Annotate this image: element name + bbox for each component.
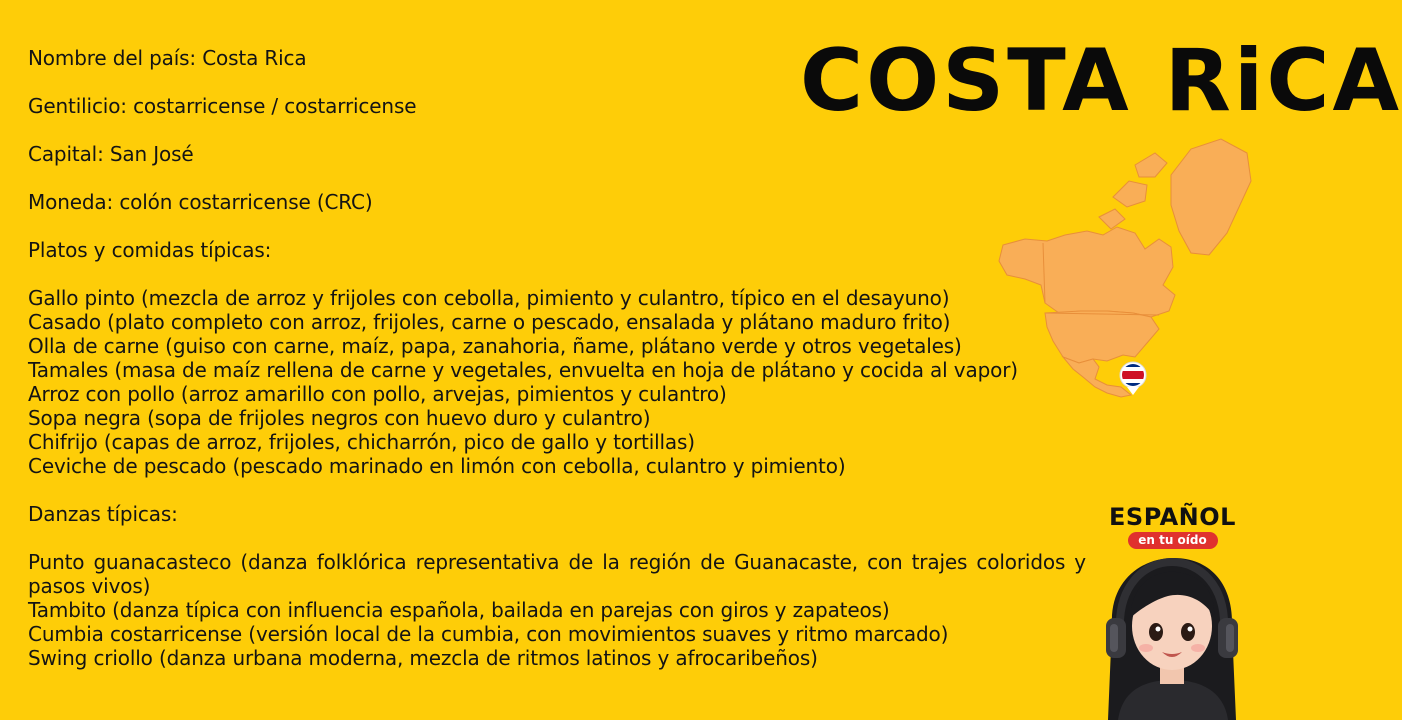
- dish-item: Gallo pinto (mezcla de arroz y frijoles con cebolla, pimiento y culantro, típico en el desayuno): [28, 286, 950, 310]
- north-america-map-icon: [995, 135, 1257, 400]
- demonym-line: Gentilicio: costarricense / costarricense: [28, 94, 417, 118]
- dance-item: Cumbia costarricense (versión local de la cumbia, con movimientos suaves y ritmo marcado): [28, 622, 949, 646]
- dishes-list: [28, 286, 1086, 478]
- dance-item: Tambito (danza típica con influencia española, bailada en parejas con giros y zapateos): [28, 598, 890, 622]
- info-text-block: [28, 46, 1086, 694]
- country-name-line: Nombre del país: Costa Rica: [28, 46, 307, 70]
- dances-list: [28, 550, 1086, 670]
- dish-item: Casado (plato completo con arroz, frijoles, carne o pescado, ensalada y plátano maduro frito): [28, 310, 951, 334]
- dishes-heading: Platos y comidas típicas:: [28, 238, 272, 262]
- brand-name: ESPAÑOL: [1109, 503, 1236, 531]
- girl-with-headphones-avatar: [1092, 552, 1252, 720]
- dish-item: Olla de carne (guiso con carne, maíz, papa, zanahoria, ñame, plátano verde y otros vegetales): [28, 334, 962, 358]
- dish-item: Ceviche de pescado (pescado marinado en limón con cebolla, culantro y pimiento): [28, 454, 846, 478]
- currency-line: Moneda: colón costarricense (CRC): [28, 190, 373, 214]
- dish-item: Tamales (masa de maíz rellena de carne y vegetales, envuelta en hoja de plátano y cocida al vapor): [28, 358, 1018, 382]
- dish-item: Chifrijo (capas de arroz, frijoles, chicharrón, pico de gallo y tortillas): [28, 430, 695, 454]
- capital-line: Capital: San José: [28, 142, 194, 166]
- page-title: COSTA RiCA: [800, 31, 1402, 131]
- dish-item: Arroz con pollo (arroz amarillo con pollo, arvejas, pimientos y culantro): [28, 382, 727, 406]
- dance-item: Swing criollo (danza urbana moderna, mezcla de ritmos latinos y afrocaribeños): [28, 646, 818, 670]
- dances-heading: Danzas típicas:: [28, 502, 178, 526]
- dance-item: Punto guanacasteco (danza folklórica representativa de la región de Guanacaste, con trajes coloridos y pasos vivos): [28, 550, 1086, 598]
- brand-logo: [1100, 500, 1245, 549]
- brand-tagline: en tu oído: [1128, 532, 1218, 549]
- dish-item: Sopa negra (sopa de frijoles negros con huevo duro y culantro): [28, 406, 651, 430]
